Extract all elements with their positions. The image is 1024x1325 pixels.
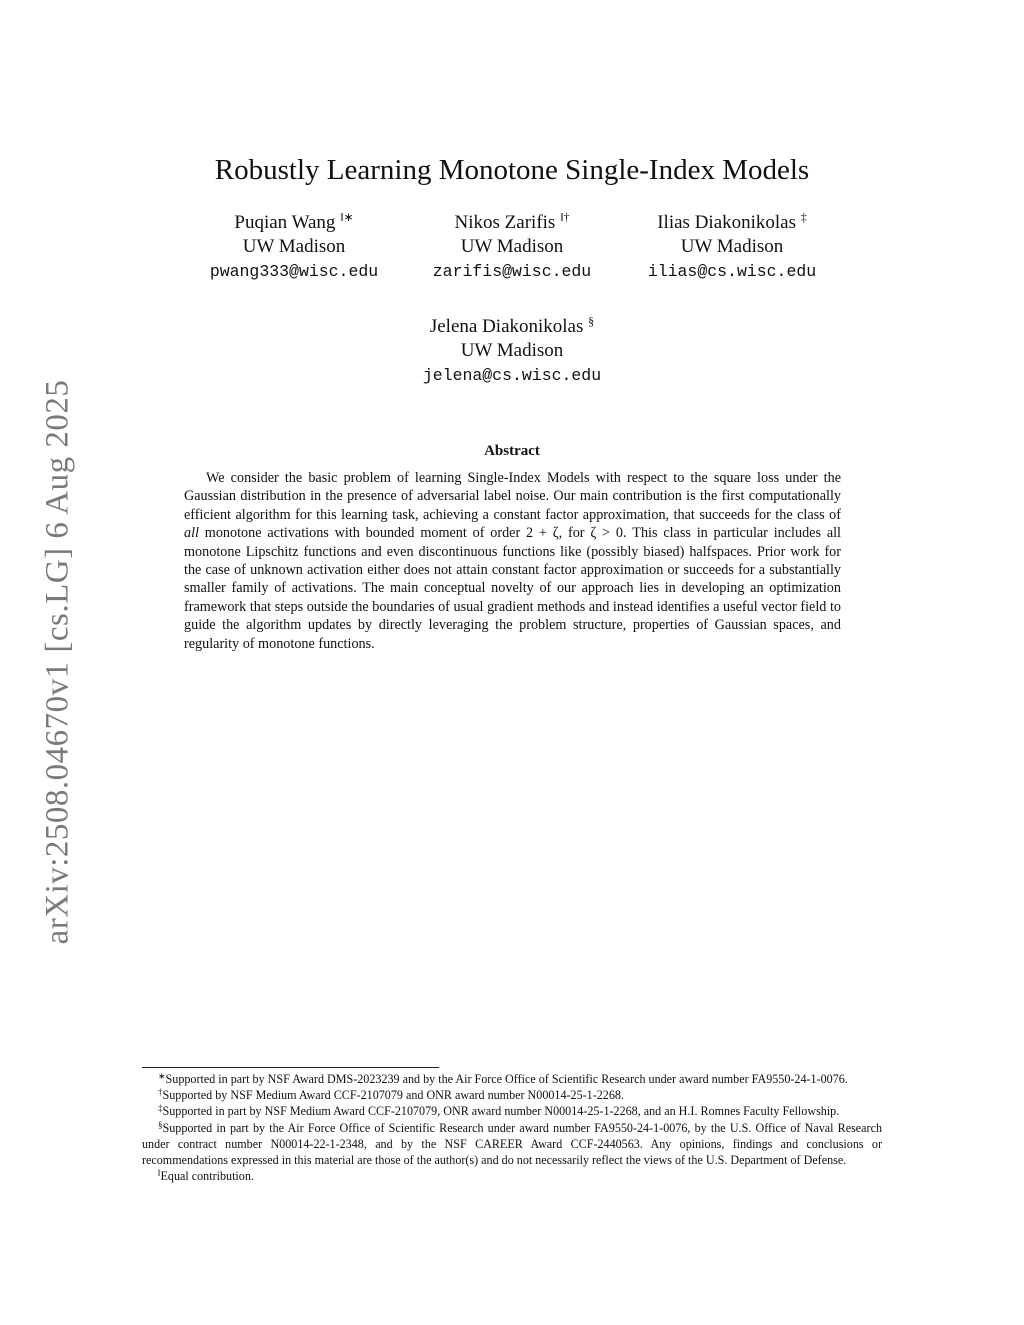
footnote-text: Supported in part by the Air Force Office of Scientific Research under award number FA9550-24-1-0076, by the U.S. Office of Naval Research under contract number N00014-22-1-2348, and by the NSF CAREER Award CCF-2440563. Any opinions, findings and conclusions or recommendations expressed in this material are those of the author(s) and do not necessarily reflect the views of the U.S. Department of Defense. — [142, 1120, 882, 1168]
author-name: Ilias Diakonikolas — [657, 212, 797, 233]
footnote — [142, 1120, 882, 1169]
author-block-4 — [382, 315, 642, 389]
paper-title: Robustly Learning Monotone Single-Index Models — [214, 154, 810, 186]
footnote-mark: † — [158, 1087, 163, 1098]
footnote-rule — [142, 1067, 439, 1068]
arxiv-identifier-stamp: arXiv:2508.04670v1 [cs.LG] 6 Aug 2025 — [39, 379, 76, 945]
author-footnote-mark: ‖∗ — [340, 210, 354, 224]
abstract-text-part-2: monotone activations with bounded moment of order 2 + ζ, for ζ > 0. This class in particular includes all monotone Lipschitz functions and even discontinuous functions like (possibly biased) halfspaces. Prior work for the case of unknown activation either does not attain constant factor approximation or succeeds for a substantially smaller family of activations. The main conceptual novelty of our approach lies in developing an optimization framework that steps outside the boundaries of usual gradient methods and instead identifies a useful vector field to guide the algorithm updates by directly leveraging the problem structure, properties of Gaussian spaces, and regularity of monotone functions. — [184, 525, 841, 652]
footnotes — [142, 1071, 882, 1184]
footnote-text: Equal contribution. — [160, 1169, 254, 1184]
footnote — [142, 1087, 882, 1103]
author-affiliation: UW Madison — [460, 340, 564, 361]
footnote-mark: ∗ — [158, 1071, 166, 1081]
author-name: Puqian Wang — [234, 212, 336, 233]
author-footnote-mark: ‡ — [800, 210, 807, 224]
footnote-text: Supported by NSF Medium Award CCF-2107079 and ONR award number N00014-25-1-2268. — [162, 1088, 624, 1103]
author-footnote-mark: § — [588, 314, 595, 328]
abstract-text-part-1: We consider the basic problem of learning Single-Index Models with respect to the square loss under the Gaussian distribution in the presence of adversarial label noise. Our main contribution is the first computationally efficient algorithm for this learning task, achieving a constant factor approximation, that succeeds for the class of — [184, 470, 841, 523]
author-block-3 — [602, 211, 862, 285]
author-name: Jelena Diakonikolas — [429, 316, 584, 337]
footnote-text: Supported in part by NSF Award DMS-2023239 and by the Air Force Office of Scientific Research under award number FA9550-24-1-0076. — [165, 1072, 848, 1086]
footnote — [142, 1071, 882, 1087]
author-affiliation: UW Madison — [460, 236, 564, 257]
abstract-heading: Abstract — [484, 443, 540, 459]
abstract-emphasis: all — [184, 525, 199, 542]
abstract-body — [184, 469, 841, 653]
footnote-mark: ‡ — [158, 1103, 163, 1114]
author-name: Nikos Zarifis — [454, 212, 556, 233]
author-affiliation: UW Madison — [242, 236, 346, 257]
author-footnote-mark: ‖† — [560, 210, 570, 224]
footnote — [142, 1168, 882, 1184]
author-email: pwang333@wisc.edu — [209, 262, 379, 281]
footnote-mark: § — [158, 1119, 163, 1130]
author-email: ilias@cs.wisc.edu — [647, 262, 817, 281]
author-email: zarifis@wisc.edu — [432, 262, 592, 281]
footnote-mark: ‖ — [158, 1168, 161, 1179]
footnote-text: Supported in part by NSF Medium Award CCF-2107079, ONR award number N00014-25-1-2268, and an H.I. Romnes Faculty Fellowship. — [162, 1104, 840, 1119]
footnote — [142, 1103, 882, 1119]
author-email: jelena@cs.wisc.edu — [422, 366, 602, 385]
author-affiliation: UW Madison — [680, 236, 784, 257]
